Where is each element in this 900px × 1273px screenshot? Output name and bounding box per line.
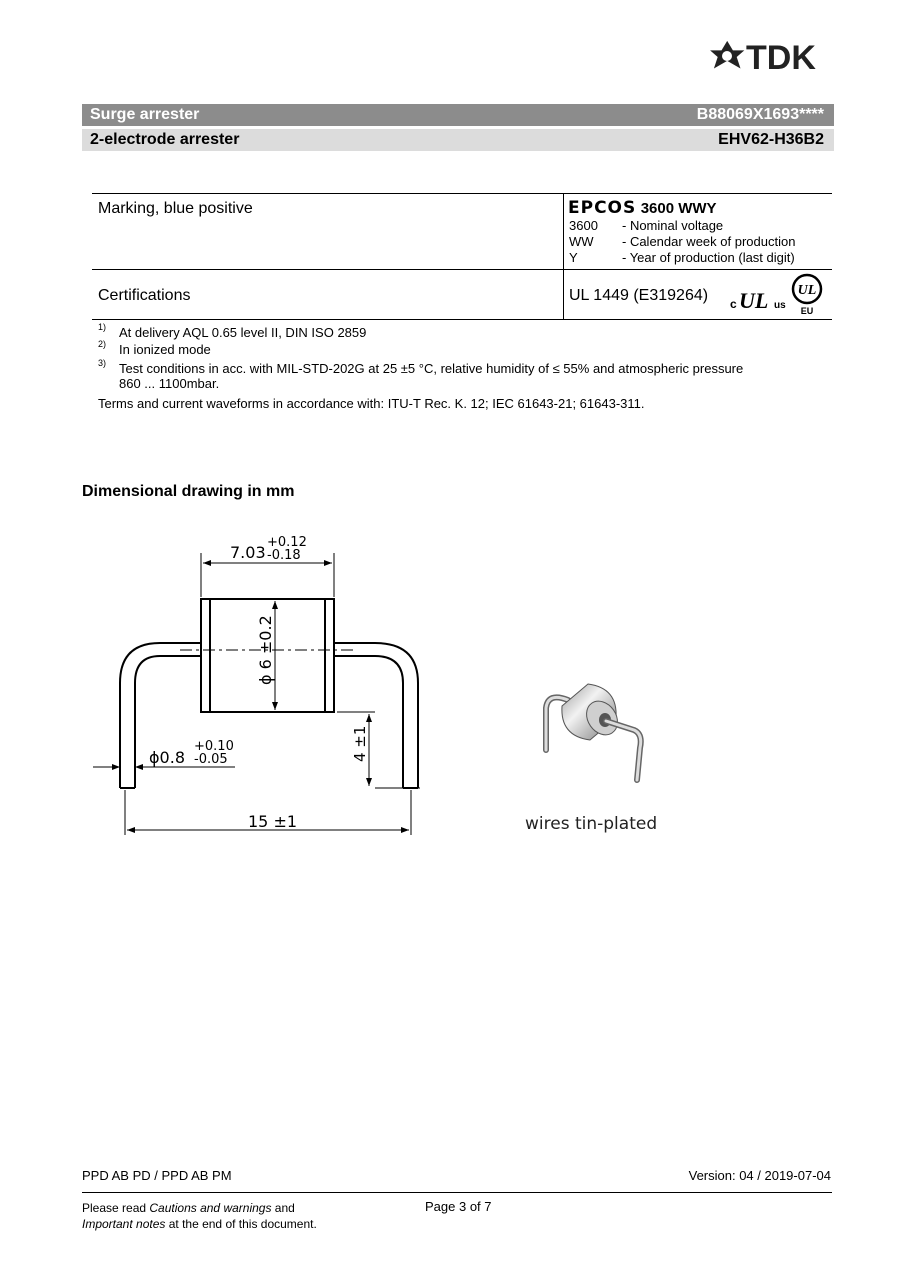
- tdk-logo-icon: [710, 38, 836, 74]
- dim-length: 7.03: [230, 543, 266, 562]
- legend-row: WW - Calendar week of production: [569, 234, 796, 249]
- marking-code-line: [568, 198, 717, 218]
- arrester-drawing: [85, 525, 445, 845]
- product-type: Surge arrester: [90, 106, 200, 123]
- tdk-logo: [710, 38, 836, 74]
- dim-wire: ϕ0.8: [149, 748, 185, 767]
- dim-length-minus: -0.18: [267, 548, 301, 563]
- footer-note: Please read Cautions and warnings and Important notes at the end of this document.: [82, 1201, 317, 1231]
- svg-text:EU: EU: [800, 306, 814, 315]
- terms-text: Terms and current waveforms in accordance with: ITU-T Rec. K. 12; IEC 61643-21; 61643-311.: [98, 396, 645, 411]
- drawing-caption: wires tin-plated: [525, 814, 658, 834]
- footnotes: [98, 322, 818, 391]
- footer-department: PPD AB PD / PPD AB PM: [82, 1168, 232, 1183]
- dim-height: 4 ±1: [351, 725, 369, 762]
- marking-code: 3600 WWY: [640, 200, 717, 217]
- model-number: EHV62-H36B2: [718, 131, 824, 148]
- marking-label: Marking, blue positive: [98, 200, 253, 217]
- svg-text:UL: UL: [797, 283, 817, 298]
- dim-wire-minus: -0.05: [194, 752, 228, 767]
- header-bar-primary: [82, 104, 834, 126]
- dim-diameter: ϕ 6 ±0.2: [256, 615, 275, 685]
- svg-text:us: us: [774, 300, 786, 311]
- footnote-1: 1) At delivery AQL 0.65 level II, DIN ISO 2859: [98, 322, 367, 340]
- dim-span: 15 ±1: [248, 812, 298, 831]
- svg-text:c: c: [730, 297, 737, 311]
- footnote-3: 3) Test conditions in acc. with MIL-STD-202G at 25 ±5 °C, relative humidity of ≤ 55% and atmospheric pressure 860 ... 1100mbar.: [98, 358, 744, 391]
- logo-text: TDK: [746, 39, 816, 74]
- dim-wire-plus: +0.10: [194, 739, 234, 754]
- table-top-border: [92, 193, 832, 194]
- marking-legend: [569, 218, 795, 266]
- certifications-label: Certifications: [98, 287, 191, 304]
- table-row-divider: [92, 269, 832, 270]
- table-bottom-border: [92, 319, 832, 320]
- dimensional-drawing: [85, 525, 445, 850]
- part-number: B88069X1693****: [696, 106, 824, 123]
- page-number: Page 3 of 7: [425, 1199, 492, 1214]
- table-column-divider: [563, 193, 564, 320]
- epcos-brand: EPCOS: [568, 198, 637, 218]
- footer-divider: [82, 1192, 832, 1193]
- drawing-title: Dimensional drawing in mm: [82, 483, 295, 500]
- dim-length-plus: +0.12: [267, 535, 307, 550]
- product-subtype: 2-electrode arrester: [90, 131, 240, 148]
- footnote-2: 2) In ionized mode: [98, 339, 211, 357]
- legend-row: 3600 - Nominal voltage: [569, 218, 724, 233]
- arrester-3d-image: [530, 678, 660, 793]
- header-bar-secondary: [82, 129, 834, 151]
- footer-version: Version: 04 / 2019-07-04: [688, 1168, 831, 1183]
- cul-us-recognized-icon: [730, 288, 790, 317]
- legend-row: Y - Year of production (last digit): [569, 250, 795, 265]
- svg-text:UL: UL: [739, 288, 769, 312]
- certification-value: UL 1449 (E319264): [569, 287, 709, 304]
- ul-eu-icon: [791, 273, 825, 320]
